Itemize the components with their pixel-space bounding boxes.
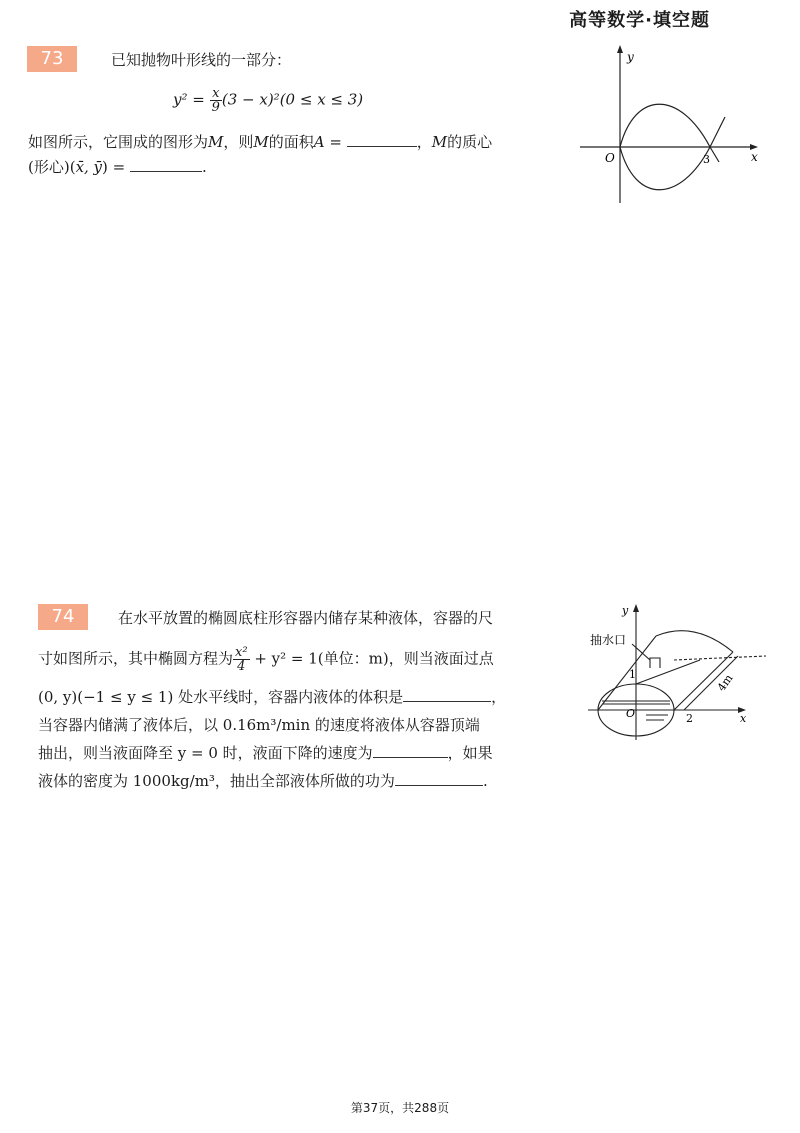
q74-top-line	[636, 660, 700, 684]
question-74-number-badge: 74	[38, 604, 88, 630]
page-header-title: 高等数学·填空题	[569, 10, 710, 31]
q74-x-label: x	[740, 712, 747, 725]
q74-left-edge	[598, 636, 656, 710]
q74-l3-end: ，	[491, 688, 507, 706]
q73-l2-xy: x̄, ȳ	[75, 158, 103, 176]
q73-figure	[575, 45, 775, 215]
q73-eq-rhs: (3 − x)²(0 ≤ x ≤ 3)	[221, 90, 364, 109]
q74-back-top-arc	[656, 631, 733, 652]
q73-centroid-answer-blank[interactable]	[130, 157, 202, 172]
q74-y-label: y	[622, 604, 629, 617]
q73-x-label: x	[751, 150, 758, 164]
q74-label-2: 2	[686, 712, 693, 725]
q74-speed-answer-blank[interactable]	[373, 743, 448, 758]
question-73-number-badge: 73	[27, 46, 77, 72]
q73-l2-end: .	[202, 158, 207, 176]
q73-line-1	[28, 132, 492, 152]
q73-l1-d: =	[324, 133, 347, 151]
q74-l5-a: 抽出，则当液面降至 y = 0 时，液面下降的速度为	[38, 744, 373, 762]
q73-curve-tail-upper	[710, 117, 725, 147]
q73-y-label: y	[627, 50, 634, 64]
q74-line-1: 在水平放置的椭圆底柱形容器内储存某种液体，容器的尺	[118, 609, 494, 627]
q73-equation	[173, 87, 363, 114]
q74-label-1: 1	[629, 668, 636, 681]
q74-l2-b: + y² = 1(单位：m)，则当液面过点	[249, 649, 494, 668]
q73-origin-label: O	[605, 151, 615, 165]
q74-line-6	[38, 771, 488, 791]
q74-figure	[588, 600, 778, 750]
q74-l2-a: 寸如图所示，其中椭圆方程为	[38, 649, 234, 668]
q73-eq-frac-num: x	[210, 87, 222, 101]
q73-l1-f: 的质心	[447, 133, 493, 151]
q73-l1-m2: M	[253, 133, 269, 151]
q74-outlet-pipe	[650, 658, 660, 668]
q74-line-5	[38, 743, 493, 763]
q73-l1-e: ，	[416, 133, 432, 151]
q74-fraction	[233, 646, 250, 673]
q74-frac-num: x²	[235, 645, 248, 660]
q73-l2-a: (形心)(	[28, 158, 76, 176]
q73-line-2	[28, 157, 207, 177]
q73-l2-b: ) =	[102, 158, 131, 176]
q74-work-answer-blank[interactable]	[395, 771, 483, 786]
q73-l1-a-var: A	[313, 133, 325, 151]
q74-outlet-label: 抽水口	[590, 633, 627, 647]
q73-area-answer-blank[interactable]	[347, 132, 417, 147]
q74-dashed-guide	[674, 656, 766, 660]
q74-l5-b: ，如果	[447, 744, 493, 762]
q74-line-4: 当容器内储满了液体后，以 0.16m³/min 的速度将液体从容器顶端	[38, 716, 480, 734]
q74-l6-a: 液体的密度为 1000kg/m³，抽出全部液体所做的功为	[38, 772, 395, 790]
q73-l1-a: 如图所示，它围成的图形为	[28, 133, 209, 151]
q73-eq-frac-den: 9	[211, 100, 220, 115]
q73-intro-text: 已知抛物叶形线的一部分：	[111, 51, 292, 69]
q74-line-3	[38, 687, 506, 707]
q74-length-label: 4m	[714, 671, 736, 694]
q74-frac-den: 4	[237, 659, 246, 674]
q73-y-arrow-icon	[617, 45, 623, 53]
q74-y-arrow-icon	[633, 604, 639, 612]
q73-l1-c: 的面积	[268, 133, 314, 151]
q73-eq-lhs: y² =	[173, 90, 210, 109]
q73-tick-3-label: 3	[703, 153, 710, 166]
q74-l6-end: .	[482, 772, 488, 790]
q74-l3-a: (0, y)(−1 ≤ y ≤ 1) 处水平线时，容器内液体的体积是	[38, 688, 404, 706]
q74-origin-label: O	[626, 707, 636, 720]
q73-eq-fraction	[210, 87, 222, 114]
page-footer: 第37页，共288页	[350, 1101, 450, 1115]
q73-l1-b: ，则	[223, 133, 254, 151]
q73-l1-m3: M	[431, 133, 448, 151]
q73-l1-m1: M	[208, 133, 224, 151]
q73-curve-tail-lower	[710, 147, 719, 162]
q74-volume-answer-blank[interactable]	[403, 687, 491, 702]
q74-line-2	[38, 646, 494, 673]
